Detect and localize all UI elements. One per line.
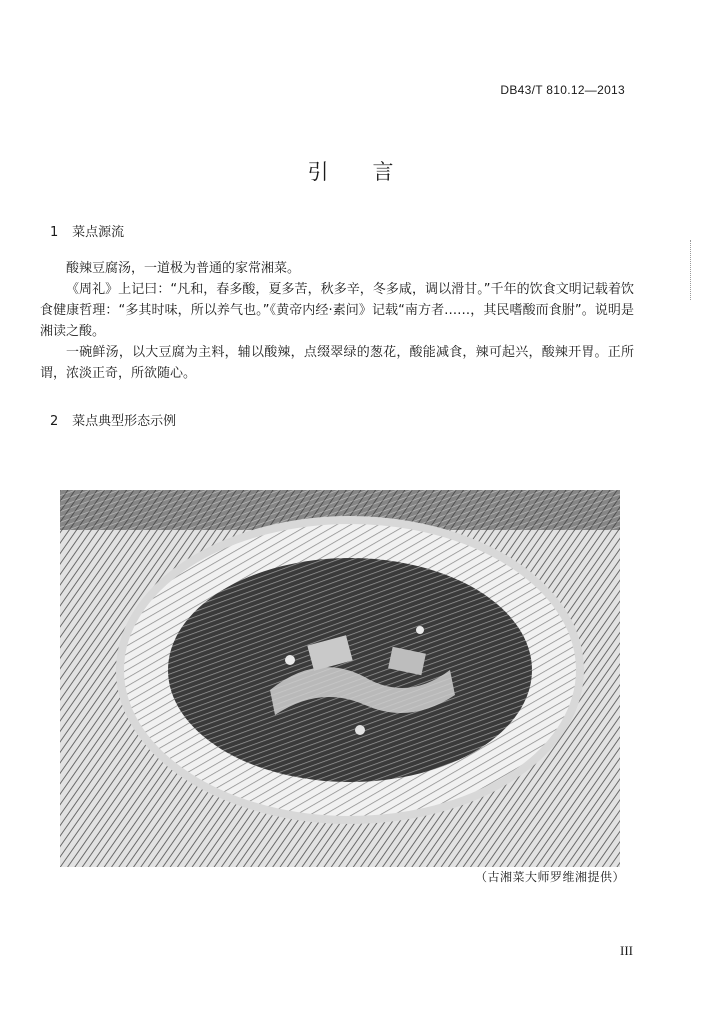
paragraph: 酸辣豆腐汤，一道极为普通的家常湘菜。	[66, 261, 301, 276]
scan-edge-mark	[689, 240, 691, 300]
section-1-body	[40, 258, 634, 384]
section-1-heading	[50, 221, 124, 240]
page-title: 引言	[307, 160, 438, 184]
section-2-heading	[50, 410, 176, 429]
section-1-title: 菜点源流	[72, 225, 125, 240]
figure-caption: （古湘菜大师罗维湘提供）	[474, 870, 625, 884]
section-1-number: 1	[50, 225, 59, 240]
paragraph: 《周礼》上记曰：“凡和，春多酸，夏多苦，秋多辛，冬多咸，调以滑甘。”千年的饮食文明记载着饮食健康哲理：“多其时味，所以养气也。”《黄帝内经·素问》记载“南方者……，其民嗜酸而食胕”。说明是湘读之酸。	[40, 282, 634, 339]
standard-code: DB43/T 810.12—2013	[500, 83, 625, 97]
section-2-title: 菜点典型形态示例	[72, 414, 177, 429]
dish-photo	[60, 490, 620, 867]
page-number: III	[620, 943, 633, 958]
dish-photo-illustration	[60, 490, 620, 867]
section-2-number: 2	[50, 414, 59, 429]
paragraph: 一碗鲜汤，以大豆腐为主料，辅以酸辣，点缀翠绿的葱花，酸能减食，辣可起兴，酸辣开胃。正所谓，浓淡正奇，所欲随心。	[40, 345, 634, 381]
